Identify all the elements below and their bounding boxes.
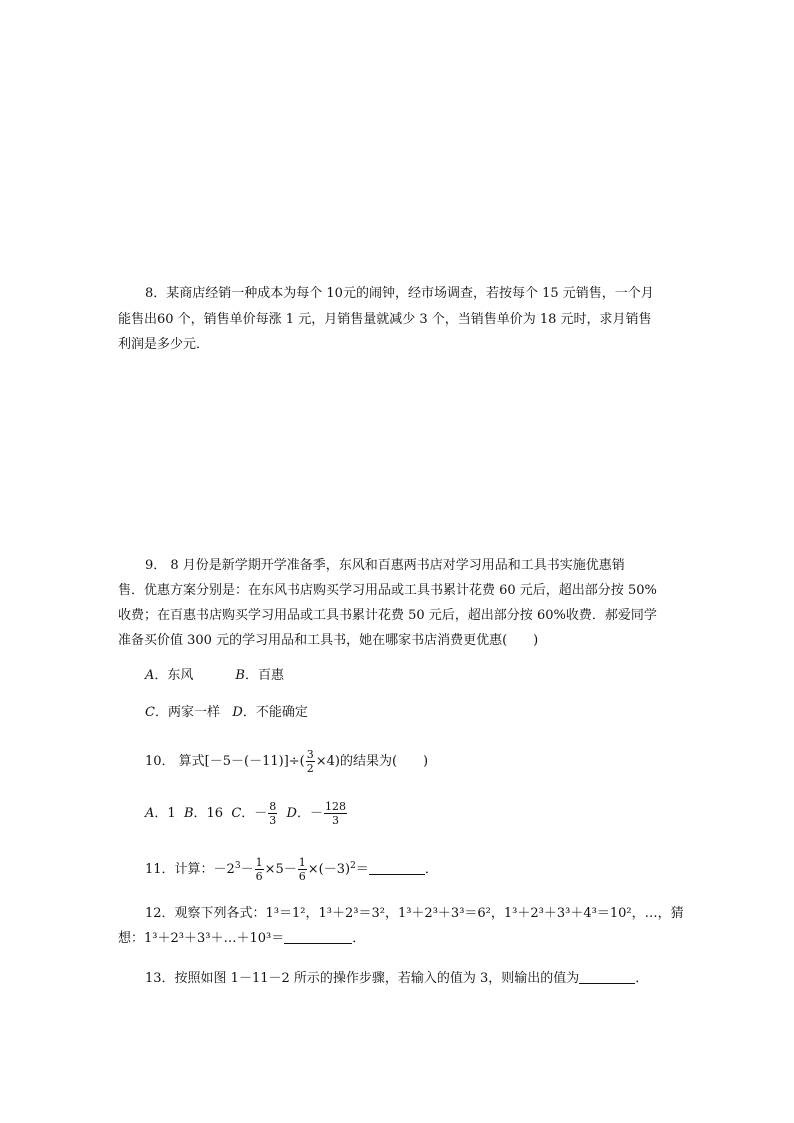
q10-option-b-letter: B (183, 806, 194, 821)
q9-line-3: 收费；在百惠书店购买学习用品或工具书累计花费 50 元后，超出部分按 60%收费．郝爱同学 (118, 608, 657, 623)
q13-text: 13．按照如图 1－11－2 所示的操作步骤，若输入的值为 3，则输出的值为 (145, 971, 580, 986)
q11-tail: ×(－3) (307, 862, 351, 877)
q10-frac-den: 2 (306, 762, 314, 775)
q10-option-a: ．1 (154, 806, 176, 821)
q11-exponent-2: 2 (350, 861, 356, 871)
q9-option-d: ．不能确定 (242, 705, 308, 720)
q9-option-c: ．两家一样 (154, 705, 220, 720)
q10-option-a-letter: A (145, 806, 155, 821)
q10-option-d-den: 3 (332, 814, 339, 827)
q10-option-d-letter: D (286, 806, 297, 821)
q9-option-b: ．百惠 (244, 668, 284, 683)
q10-suffix: ×4)的结果为( ) (315, 754, 429, 769)
q11-exponent-1: 3 (234, 861, 241, 871)
q10-option-b: ．16 (193, 806, 224, 821)
q10-option-d-fraction (324, 800, 347, 827)
q11-stem (145, 856, 438, 884)
q9-options-ab (145, 667, 284, 685)
q10-prefix: 10． 算式[－5－(－11)]÷( (145, 754, 305, 769)
q11-end: ． (424, 862, 438, 877)
q11-frac2-den: 6 (298, 870, 306, 883)
q9-line-4: 准备买价值 300 元的学习用品和工具书，她在哪家书店消费更优惠( ) (118, 633, 539, 648)
q10-options (145, 800, 348, 828)
q12-answer-blank[interactable] (284, 931, 352, 944)
q10-option-d: ．－ (296, 806, 323, 821)
q9-line-1: 9． 8 月份是新学期开学准备季，东风和百惠两书店对学习用品和工具书实施优惠销 (145, 558, 625, 573)
q9-options-cd (145, 704, 308, 722)
q9-option-c-letter: C (145, 705, 155, 720)
q10-fraction (306, 748, 315, 775)
q12-line-2-prefix: 想：1³＋2³＋3³＋…＋10³＝ (118, 931, 285, 946)
q11-minus: － (240, 862, 254, 877)
q12-end: ． (352, 931, 366, 946)
q9-option-d-letter: D (232, 705, 243, 720)
q11-answer-blank[interactable] (369, 862, 425, 875)
q10-option-d-num: 128 (325, 800, 346, 813)
q11-frac1-den: 6 (255, 870, 263, 883)
q8-line-2: 能售出60 个，销售单价每涨 1 元，月销售量就减少 3 个，当销售单价为 18 元时，求月销售 (118, 312, 652, 327)
q10-frac-num: 3 (306, 748, 314, 761)
q11-fraction-2 (298, 856, 307, 883)
q11-mid: ×5－ (264, 862, 297, 877)
q13-end: ． (635, 971, 649, 986)
q10-option-c-den: 3 (269, 814, 277, 827)
q12-line-1: 12．观察下列各式：1³＝1²，1³＋2³＝3²，1³＋2³＋3³＝6²，1³＋2³＋3³＋4³＝10²，…，猜 (145, 906, 684, 921)
q12-line-2 (118, 930, 365, 948)
q10-option-c-letter: C (231, 806, 242, 821)
q9-option-a-letter: A (145, 668, 155, 683)
q10-option-c: ．－ (241, 806, 268, 821)
q9-line-2: 售．优惠方案分别是：在东风书店购买学习用品或工具书累计花费 60 元后，超出部分按 50% (118, 583, 657, 598)
q13-stem (145, 970, 648, 988)
q11-prefix: 11．计算：－2 (145, 862, 235, 877)
q8-line-1: 8．某商店经销一种成本为每个 10元的闹钟，经市场调查，若按每个 15 元销售，一个月 (145, 286, 654, 301)
q10-option-c-num: 8 (269, 800, 277, 813)
q10-option-c-fraction (268, 800, 277, 827)
q11-frac2-num: 1 (298, 856, 306, 869)
q11-equals: ＝ (355, 862, 369, 877)
q9-option-b-letter: B (235, 668, 245, 683)
q8-line-3: 利润是多少元． (118, 337, 210, 352)
q9-option-a: ．东风 (154, 668, 194, 683)
q10-stem (145, 748, 428, 775)
q11-fraction-1 (255, 856, 264, 883)
q13-answer-blank[interactable] (579, 971, 635, 984)
q11-frac1-num: 1 (255, 856, 263, 869)
